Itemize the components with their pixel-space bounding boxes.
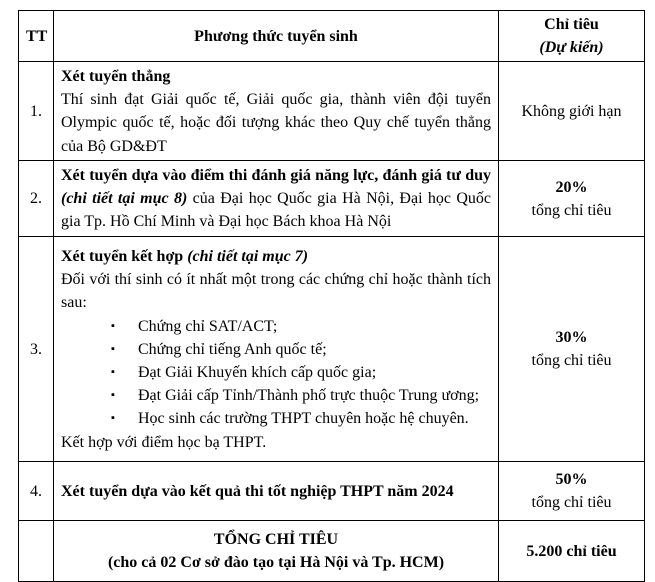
list-item bbox=[61, 361, 491, 384]
row1-body: Thí sinh đạt Giải quốc tế, Giải quốc gia, thành viên đội tuyển Olympic quốc tế, hoặc đối tượng khác theo Quy chế tuyển thẳng của Bộ GD&ĐT bbox=[61, 91, 491, 155]
row2-quota-value: 20% bbox=[555, 178, 588, 196]
square-bullet-icon: ▪ bbox=[111, 319, 115, 332]
row2-number: 2. bbox=[19, 161, 54, 237]
row3-intro: Đối với thí sinh có ít nhất một trong các chứng chỉ hoặc thành tích sau: bbox=[61, 271, 491, 312]
row2-quota bbox=[499, 161, 645, 237]
list-item bbox=[61, 315, 491, 338]
list-item-text: Chứng chỉ SAT/ACT; bbox=[138, 317, 278, 335]
square-bullet-icon: ▪ bbox=[111, 412, 115, 425]
header-cell-tt: TT bbox=[19, 11, 54, 62]
certificate-list bbox=[61, 315, 491, 431]
row3-title-italic: (chi tiết tại mục 7) bbox=[187, 248, 309, 266]
row3-quota-sub: tổng chỉ tiêu bbox=[531, 352, 612, 370]
header-cell-method: Phương thức tuyển sinh bbox=[54, 11, 499, 62]
list-item bbox=[61, 384, 491, 407]
table-row-3 bbox=[19, 237, 645, 462]
row1-method bbox=[54, 62, 499, 161]
quota-header-subtitle: (Dự kiến) bbox=[539, 39, 604, 57]
row4-number: 4. bbox=[19, 462, 54, 521]
row2-body: của Đại học Quốc gia Hà Nội, Đại học Quốc gia Tp. Hồ Chí Minh và Đại học Bách khoa Hà Nội bbox=[61, 190, 492, 231]
square-bullet-icon: ▪ bbox=[111, 365, 115, 378]
row4-title: Xét tuyển dựa vào kết quả thi tốt nghiệp THPT năm 2024 bbox=[54, 462, 499, 521]
row1-title: Xét tuyển thẳng bbox=[61, 68, 171, 85]
row1-number: 1. bbox=[19, 62, 54, 161]
total-quota: 5.200 chỉ tiêu bbox=[499, 521, 645, 582]
table-row-4 bbox=[19, 462, 645, 521]
row2-title-italic: (chi tiết tại mục 8) bbox=[61, 190, 188, 208]
total-label-line1: TỔNG CHỈ TIÊU bbox=[213, 531, 339, 549]
total-label bbox=[54, 521, 499, 582]
row1-quota: Không giới hạn bbox=[499, 62, 645, 161]
list-item-text: Đạt Giải Khuyến khích cấp quốc gia; bbox=[138, 363, 377, 381]
row3-title-bold: Xét tuyển kết hợp bbox=[61, 248, 188, 266]
square-bullet-icon: ▪ bbox=[111, 342, 115, 355]
square-bullet-icon: ▪ bbox=[111, 389, 115, 402]
list-item-text: Học sinh các trường THPT chuyên hoặc hệ chuyên. bbox=[138, 410, 469, 428]
table-row-2 bbox=[19, 161, 645, 237]
list-item-text: Đạt Giải cấp Tỉnh/Thành phố trực thuộc Trung ương; bbox=[138, 387, 480, 405]
row2-title-bold: Xét tuyển dựa vào điểm thi đánh giá năng lực, đánh giá tư duy bbox=[61, 167, 491, 185]
row3-method bbox=[54, 237, 499, 462]
list-item bbox=[61, 338, 491, 361]
row2-quota-sub: tổng chỉ tiêu bbox=[531, 201, 612, 219]
admission-methods-table bbox=[18, 10, 645, 582]
row4-quota-value: 50% bbox=[555, 471, 588, 489]
table-total-row bbox=[19, 521, 645, 582]
list-item bbox=[61, 407, 491, 430]
row3-outro: Kết hợp với điểm học bạ THPT. bbox=[61, 433, 267, 451]
table-row-1 bbox=[19, 62, 645, 161]
row4-quota-sub: tổng chỉ tiêu bbox=[531, 494, 612, 512]
row3-quota-value: 30% bbox=[555, 329, 588, 347]
row3-number: 3. bbox=[19, 237, 54, 462]
list-item-text: Chứng chỉ tiếng Anh quốc tế; bbox=[138, 340, 327, 358]
total-label-line2: (cho cả 02 Cơ sở đào tạo tại Hà Nội và Tp. HCM) bbox=[107, 554, 445, 572]
row2-method bbox=[54, 161, 499, 237]
table-header-row bbox=[19, 11, 645, 62]
quota-header-title: Chỉ tiêu bbox=[544, 16, 599, 33]
row3-title bbox=[61, 245, 491, 268]
total-empty-cell bbox=[19, 521, 54, 582]
header-cell-quota bbox=[499, 11, 645, 62]
row4-quota bbox=[499, 462, 645, 521]
row3-quota bbox=[499, 237, 645, 462]
